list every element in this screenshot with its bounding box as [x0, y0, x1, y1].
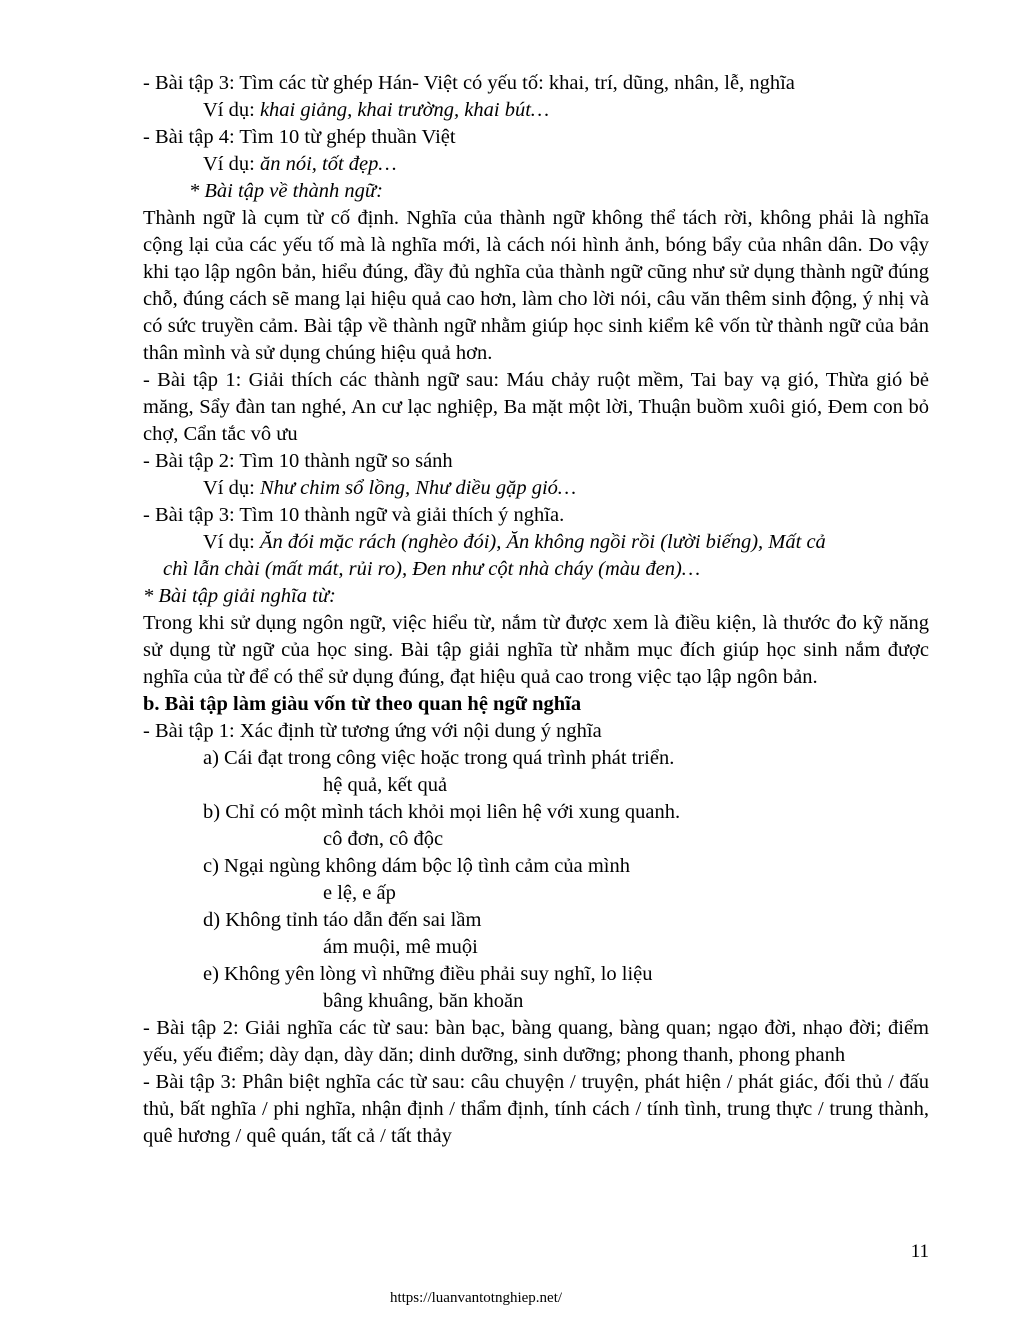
- item-answer: ám muội, mê muội: [323, 936, 478, 958]
- example-text: khai giảng, khai trường, khai bút…: [259, 99, 550, 121]
- paragraph-word-meaning: Trong khi sử dụng ngôn ngữ, việc hiểu từ, nắm từ được xem là điều kiện, là thước đo kỹ năng sử dụng từ ngữ của học sing. Bài tập giải nghĩa từ nhằm mục đích giúp học sinh nắm được nghĩa của từ để có thể sử dụng đúng, đạt hiệu quả cao trong việc tạo lập ngôn bản.: [143, 612, 929, 688]
- example-label: Ví dụ:: [203, 99, 260, 121]
- exercise-4-thuanviet: - Bài tập 4: Tìm 10 từ ghép thuần Việt: [143, 126, 456, 148]
- example-text: Như chim sổ lồng, Như diều gặp gió…: [259, 477, 577, 499]
- exercise-3-hanviet: - Bài tập 3: Tìm các từ ghép Hán- Việt có yếu tố: khai, trí, dũng, nhân, lễ, nghĩa: [143, 72, 795, 94]
- idiom-exercise-2: - Bài tập 2: Tìm 10 thành ngữ so sánh: [143, 450, 453, 472]
- item-question: c) Ngại ngùng không dám bộc lộ tình cảm của mình: [203, 855, 630, 877]
- item-answer: bâng khuâng, băn khoăn: [323, 990, 524, 1012]
- footer-url: https://luanvantotnghiep.net/: [389, 1290, 563, 1306]
- example-label: Ví dụ:: [203, 531, 260, 553]
- page-number: 11: [910, 1241, 929, 1262]
- idiom-exercise-3: - Bài tập 3: Tìm 10 thành ngữ và giải thích ý nghĩa.: [143, 504, 565, 526]
- item-answer: e lệ, e ấp: [323, 882, 396, 904]
- idiom-exercise-1: - Bài tập 1: Giải thích các thành ngữ sau: Máu chảy ruột mềm, Tai bay vạ gió, Thừa gió bẻ măng, Sẩy đàn tan nghé, An cư lạc nghiệp, Ba mặt một lời, Thuận buồm xuôi gió, Đem con bỏ chợ, Cẩn tắc vô ưu: [143, 369, 929, 445]
- exercise-3-example: [143, 97, 929, 124]
- exercise-4-example: [143, 151, 929, 178]
- example-label: Ví dụ:: [203, 153, 260, 175]
- item-answer: hệ quả, kết quả: [323, 774, 448, 796]
- document-body: [143, 70, 929, 1150]
- item-question: b) Chỉ có một mình tách khỏi mọi liên hệ với xung quanh.: [203, 801, 681, 823]
- idiom-exercise-3-example-line1: [143, 529, 929, 556]
- idiom-exercise-3-example-line2: chì lẫn chài (mất mát, rủi ro), Đen như cột nhà cháy (màu đen)…: [163, 558, 701, 580]
- idiom-exercise-2-example: [143, 475, 929, 502]
- semantic-exercise-2: - Bài tập 2: Giải nghĩa các từ sau: bàn bạc, bàng quang, bàng quan; ngạo đời, nhạo đời; điểm yếu, yếu điểm; dày dạn, dày dăn; dinh dưỡng, sinh dưỡng; phong thanh, phong phanh: [143, 1017, 929, 1066]
- example-text: Ăn đói mặc rách (nghèo đói), Ăn không ngồi rồi (lười biếng), Mất cả: [259, 531, 826, 553]
- example-text: ăn nói, tốt đẹp…: [259, 153, 397, 175]
- section-b-heading: b. Bài tập làm giàu vốn từ theo quan hệ ngữ nghĩa: [143, 693, 582, 715]
- item-question: a) Cái đạt trong công việc hoặc trong quá trình phát triển.: [203, 747, 675, 769]
- heading-idiom-exercises: * Bài tập về thành ngữ:: [189, 180, 383, 202]
- item-question: e) Không yên lòng vì những điều phải suy nghĩ, lo liệu: [203, 963, 653, 985]
- heading-word-meaning-exercises: * Bài tập giải nghĩa từ:: [143, 585, 336, 607]
- semantic-exercise-1: - Bài tập 1: Xác định từ tương ứng với nội dung ý nghĩa: [143, 720, 602, 742]
- example-label: Ví dụ:: [203, 477, 260, 499]
- item-answer: cô đơn, cô độc: [323, 828, 444, 850]
- semantic-exercise-3: - Bài tập 3: Phân biệt nghĩa các từ sau: câu chuyện / truyện, phát hiện / phát giác, đối thủ / đấu thủ, bất nghĩa / phi nghĩa, nhận định / thẩm định, tính cách / tính tình, trung thực / trung thành, quê hương / quê quán, tất cả / tất thảy: [143, 1071, 929, 1147]
- paragraph-idioms: Thành ngữ là cụm từ cố định. Nghĩa của thành ngữ không thể tách rời, không phải là nghĩa cộng lại của các yếu tố mà là nghĩa mới, là cách nói hình ảnh, bóng bẩy của nhân dân. Do vậy khi tạo lập ngôn bản, hiểu đúng, đầy đủ nghĩa của thành ngữ cũng như sử dụng thành ngữ đúng chỗ, đúng cách sẽ mang lại hiệu quả cao hơn, làm cho lời nói, câu văn thêm sinh động, ý nhị và có sức truyền cảm. Bài tập về thành ngữ nhằm giúp học sinh kiểm kê vốn từ thành ngữ của bản thân mình và sử dụng chúng hiệu quả hơn.: [143, 207, 929, 364]
- item-question: d) Không tỉnh táo dẫn đến sai lầm: [203, 909, 482, 931]
